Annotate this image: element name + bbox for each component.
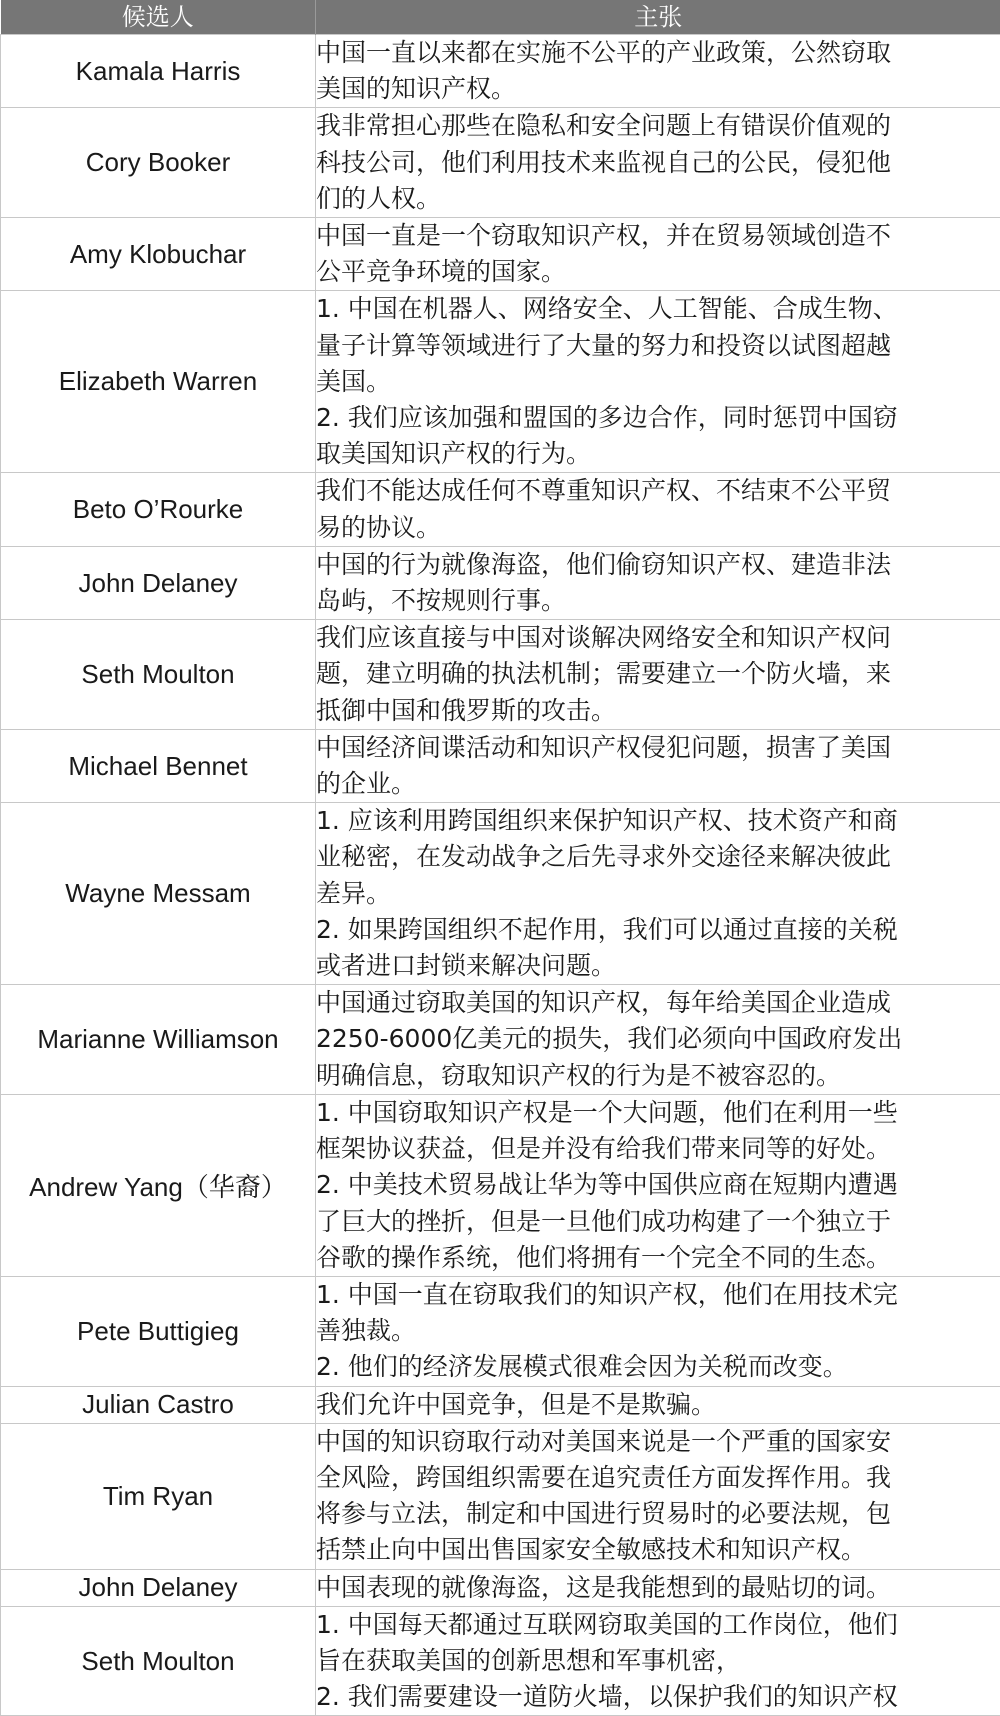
position-text-line: 量子计算等领域进行了大量的努力和投资以试图超越 (316, 328, 1000, 364)
position-text-line: 了巨大的挫折，但是一旦他们成功构建了一个独立于 (316, 1204, 1000, 1240)
table-body (1, 35, 1000, 1716)
table-row (1, 803, 1000, 985)
table-row (1, 1423, 1000, 1569)
position-text-line: 抵御中国和俄罗斯的攻击。 (316, 693, 1000, 729)
position-text-line: 们的人权。 (316, 181, 1000, 217)
position-text-line: 明确信息，窃取知识产权的行为是不被容忍的。 (316, 1058, 1000, 1094)
table-row (1, 729, 1000, 802)
position-text-line: 题，建立明确的执法机制；需要建立一个防火墙，来 (316, 656, 1000, 692)
position-text-line: 我们允许中国竞争，但是不是欺骗。 (316, 1387, 1000, 1423)
position-text-line: 2250-6000亿美元的损失，我们必须向中国政府发出 (316, 1021, 1000, 1057)
position-text-line: 旨在获取美国的创新思想和军事机密， (316, 1643, 1000, 1679)
position-text-line: 善独裁。 (316, 1313, 1000, 1349)
table-header-row (1, 0, 1000, 35)
table-row (1, 1606, 1000, 1716)
candidate-name: Michael Bennet (1, 729, 316, 802)
candidate-position (316, 620, 1000, 730)
candidate-name: Seth Moulton (1, 620, 316, 730)
candidate-position (316, 1423, 1000, 1569)
position-text-line: 2. 我们应该加强和盟国的多边合作，同时惩罚中国窃 (316, 400, 1000, 436)
position-text-line: 或者进口封锁来解决问题。 (316, 948, 1000, 984)
candidate-name: Marianne Williamson (1, 985, 316, 1095)
header-candidate: 候选人 (1, 0, 316, 35)
position-text-line: 业秘密，在发动战争之后先寻求外交途径来解决彼此 (316, 839, 1000, 875)
position-text-line: 中国一直是一个窃取知识产权，并在贸易领域创造不 (316, 218, 1000, 254)
candidate-position (316, 1569, 1000, 1606)
table-row (1, 985, 1000, 1095)
candidate-name: Seth Moulton (1, 1606, 316, 1716)
table-row (1, 1276, 1000, 1386)
position-text-line: 我们应该直接与中国对谈解决网络安全和知识产权问 (316, 620, 1000, 656)
position-text-line: 中国的行为就像海盗，他们偷窃知识产权、建造非法 (316, 547, 1000, 583)
candidate-name: Elizabeth Warren (1, 291, 316, 473)
candidate-name: Tim Ryan (1, 1423, 316, 1569)
candidate-name: Cory Booker (1, 108, 316, 218)
candidate-position (316, 291, 1000, 473)
position-text-line: 岛屿，不按规则行事。 (316, 583, 1000, 619)
candidate-name: Amy Klobuchar (1, 218, 316, 291)
table-row (1, 546, 1000, 619)
position-text-line: 2. 如果跨国组织不起作用，我们可以通过直接的关税 (316, 912, 1000, 948)
candidate-name: John Delaney (1, 1569, 316, 1606)
position-text-line: 2. 他们的经济发展模式很难会因为关税而改变。 (316, 1349, 1000, 1385)
candidate-position (316, 35, 1000, 108)
position-text-line: 全风险，跨国组织需要在追究责任方面发挥作用。我 (316, 1460, 1000, 1496)
position-text-line: 括禁止向中国出售国家安全敏感技术和知识产权。 (316, 1532, 1000, 1568)
position-text-line: 将参与立法，制定和中国进行贸易时的必要法规，包 (316, 1496, 1000, 1532)
position-text-line: 我非常担心那些在隐私和安全问题上有错误价值观的 (316, 108, 1000, 144)
candidate-position (316, 729, 1000, 802)
position-text-line: 的企业。 (316, 766, 1000, 802)
position-text-line: 中国的知识窃取行动对美国来说是一个严重的国家安 (316, 1424, 1000, 1460)
candidate-position (316, 1094, 1000, 1276)
position-text-line: 1. 中国每天都通过互联网窃取美国的工作岗位，他们 (316, 1607, 1000, 1643)
position-text-line: 中国表现的就像海盗，这是我能想到的最贴切的词。 (316, 1570, 1000, 1606)
position-text-line: 1. 应该利用跨国组织来保护知识产权、技术资产和商 (316, 803, 1000, 839)
position-text-line: 差异。 (316, 876, 1000, 912)
candidate-position (316, 108, 1000, 218)
table-row (1, 473, 1000, 546)
position-text-line: 取美国知识产权的行为。 (316, 436, 1000, 472)
candidate-position (316, 1276, 1000, 1386)
position-text-line: 2. 中美技术贸易战让华为等中国供应商在短期内遭遇 (316, 1167, 1000, 1203)
position-text-line: 公平竞争环境的国家。 (316, 254, 1000, 290)
table-row (1, 291, 1000, 473)
candidate-name: Julian Castro (1, 1386, 316, 1423)
candidate-position (316, 218, 1000, 291)
position-text-line: 2. 我们需要建设一道防火墙，以保护我们的知识产权 (316, 1679, 1000, 1715)
table-row (1, 1569, 1000, 1606)
candidate-position (316, 1386, 1000, 1423)
position-text-line: 科技公司，他们利用技术来监视自己的公民，侵犯他 (316, 145, 1000, 181)
position-text-line: 谷歌的操作系统，他们将拥有一个完全不同的生态。 (316, 1240, 1000, 1276)
table-row (1, 218, 1000, 291)
candidate-position (316, 473, 1000, 546)
position-text-line: 1. 中国窃取知识产权是一个大问题，他们在利用一些 (316, 1095, 1000, 1131)
candidate-name: Beto O’Rourke (1, 473, 316, 546)
position-text-line: 1. 中国在机器人、网络安全、人工智能、合成生物、 (316, 291, 1000, 327)
candidate-position (316, 803, 1000, 985)
candidate-position (316, 546, 1000, 619)
candidate-name: Kamala Harris (1, 35, 316, 108)
table-row (1, 35, 1000, 108)
candidate-name: Pete Buttigieg (1, 1276, 316, 1386)
position-text-line: 1. 中国一直在窃取我们的知识产权，他们在用技术完 (316, 1277, 1000, 1313)
candidate-name: Wayne Messam (1, 803, 316, 985)
position-text-line: 易的协议。 (316, 510, 1000, 546)
candidate-position (316, 1606, 1000, 1716)
table-row (1, 108, 1000, 218)
table-row (1, 1386, 1000, 1423)
header-position: 主张 (316, 0, 1000, 35)
position-text-line: 美国的知识产权。 (316, 71, 1000, 107)
candidate-name: John Delaney (1, 546, 316, 619)
position-text-line: 框架协议获益，但是并没有给我们带来同等的好处。 (316, 1131, 1000, 1167)
table-row (1, 1094, 1000, 1276)
position-text-line: 中国通过窃取美国的知识产权，每年给美国企业造成 (316, 985, 1000, 1021)
candidate-name: Andrew Yang（华裔） (1, 1094, 316, 1276)
table-row (1, 620, 1000, 730)
position-text-line: 中国一直以来都在实施不公平的产业政策，公然窃取 (316, 35, 1000, 71)
position-text-line: 我们不能达成任何不尊重知识产权、不结束不公平贸 (316, 473, 1000, 509)
candidate-position (316, 985, 1000, 1095)
position-text-line: 美国。 (316, 364, 1000, 400)
position-text-line: 中国经济间谍活动和知识产权侵犯问题，损害了美国 (316, 730, 1000, 766)
